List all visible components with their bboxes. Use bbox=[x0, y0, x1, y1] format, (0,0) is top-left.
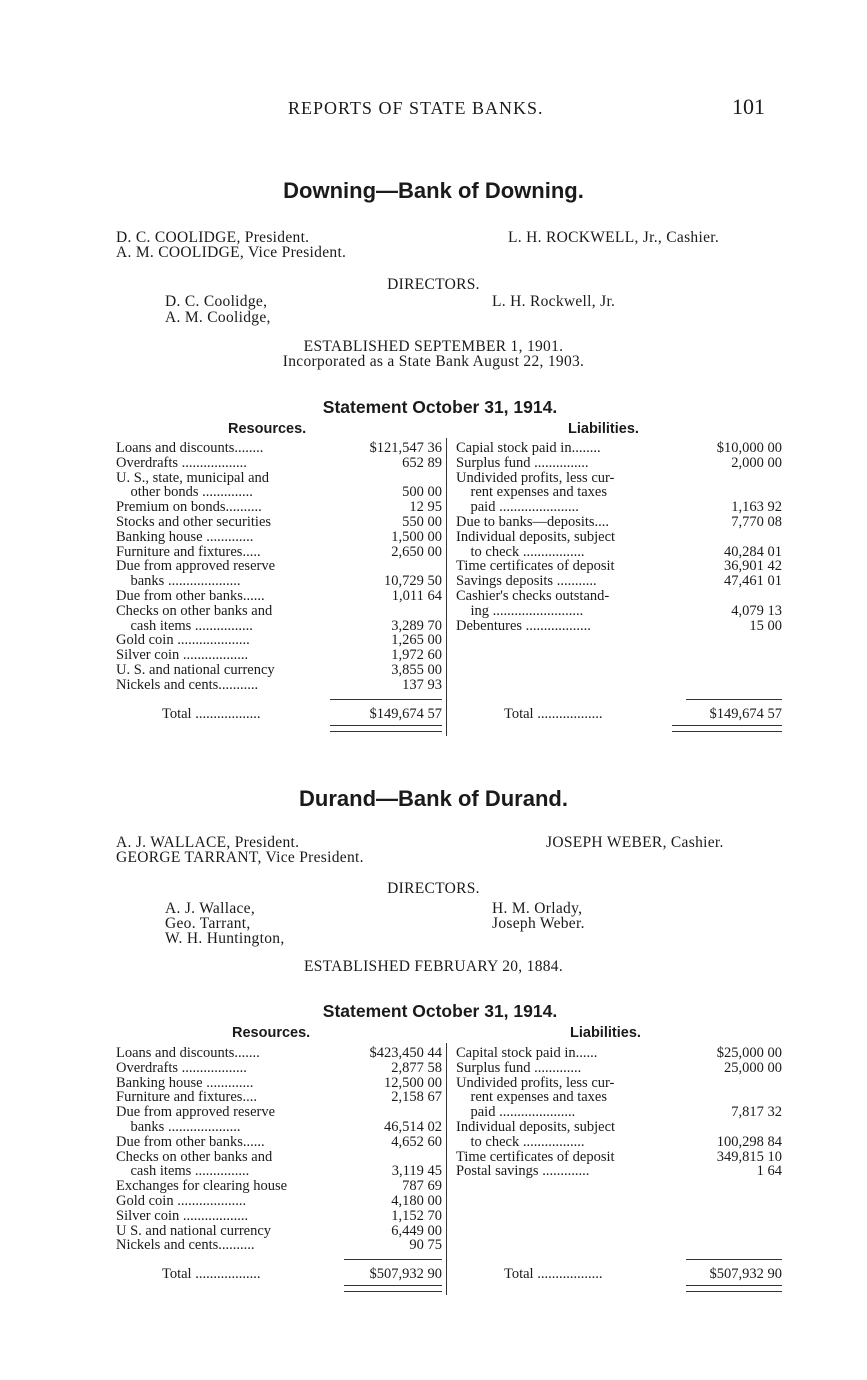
statement-row bbox=[116, 647, 442, 662]
director-name: D. C. Coolidge, bbox=[165, 293, 268, 310]
double-rule bbox=[686, 1285, 782, 1292]
total-label: Total .................. bbox=[504, 1266, 603, 1282]
total-rule bbox=[344, 1259, 442, 1260]
officer-cashier: L. H. ROCKWELL, Jr., Cashier. bbox=[508, 229, 720, 246]
directors-heading: DIRECTORS. bbox=[387, 276, 480, 293]
double-rule bbox=[672, 725, 782, 732]
directors-heading: DIRECTORS. bbox=[387, 880, 480, 897]
statement-row bbox=[116, 558, 442, 573]
row-label: Checks on other banks and bbox=[116, 602, 273, 619]
statement-row bbox=[116, 544, 442, 559]
row-label: Loans and discounts........ bbox=[116, 440, 264, 456]
statement-row bbox=[116, 514, 442, 529]
row-label: Postal savings ............. bbox=[456, 1163, 590, 1180]
row-amount: 36,901 42 bbox=[724, 558, 782, 575]
row-label: U. S. and national currency bbox=[116, 662, 275, 678]
row-label: Checks on other banks and bbox=[116, 1148, 273, 1165]
row-label: Furniture and fixtures..... bbox=[116, 543, 261, 560]
row-amount: 1,152 70 bbox=[391, 1207, 442, 1224]
row-amount: $25,000 00 bbox=[716, 1045, 782, 1061]
bank-title: Downing—Bank of Downing. bbox=[283, 178, 584, 203]
statement-row bbox=[456, 470, 782, 485]
row-label: Overdrafts .................. bbox=[116, 454, 247, 471]
row-label: Silver coin .................. bbox=[116, 1207, 249, 1224]
row-label: paid ...................... bbox=[456, 499, 579, 516]
officer-president: D. C. COOLIDGE, President. bbox=[116, 229, 310, 246]
row-label: banks .................... bbox=[116, 573, 241, 590]
statement-row bbox=[456, 440, 782, 455]
statement-row bbox=[116, 677, 442, 692]
statement-row bbox=[456, 1149, 782, 1164]
statement-row bbox=[116, 1178, 442, 1193]
statement-row bbox=[456, 558, 782, 573]
established-date: ESTABLISHED FEBRUARY 20, 1884. bbox=[303, 958, 564, 975]
row-amount: 1,500 00 bbox=[391, 528, 442, 545]
row-amount: 6,449 00 bbox=[391, 1222, 442, 1239]
statement-row bbox=[116, 1134, 442, 1149]
row-amount: 652 89 bbox=[402, 454, 442, 471]
row-amount: 1 64 bbox=[756, 1163, 782, 1180]
row-amount: 2,158 67 bbox=[391, 1089, 442, 1106]
statement-row bbox=[456, 1163, 782, 1178]
row-label: Capial stock paid in........ bbox=[456, 440, 601, 456]
officer-president: A. J. WALLACE, President. bbox=[116, 834, 300, 851]
double-rule bbox=[344, 1285, 442, 1292]
statement-row bbox=[116, 1089, 442, 1104]
total-row-resources bbox=[162, 706, 442, 721]
statement-row bbox=[456, 1134, 782, 1149]
statement-row bbox=[456, 1089, 782, 1104]
statement-row bbox=[116, 529, 442, 544]
total-label: Total .................. bbox=[162, 706, 261, 722]
row-label: U. S., state, municipal and bbox=[116, 469, 270, 486]
director-name: A. J. Wallace, bbox=[165, 900, 256, 917]
statement-row bbox=[456, 1119, 782, 1134]
total-amount: $149,674 57 bbox=[369, 706, 442, 722]
statement-row bbox=[456, 529, 782, 544]
row-label: to check ................. bbox=[456, 1133, 585, 1150]
statement-row bbox=[116, 1208, 442, 1223]
row-amount: 1,163 92 bbox=[731, 499, 782, 516]
row-label: paid ..................... bbox=[456, 1104, 576, 1121]
row-label: Due to banks—deposits.... bbox=[456, 514, 610, 530]
officer-cashier: JOSEPH WEBER, Cashier. bbox=[546, 834, 724, 851]
row-amount: 7,817 32 bbox=[731, 1104, 782, 1121]
row-label: Time certificates of deposit bbox=[456, 1148, 615, 1165]
running-head: REPORTS OF STATE BANKS. bbox=[288, 98, 544, 118]
double-rule bbox=[330, 725, 442, 732]
row-amount: 15 00 bbox=[749, 617, 782, 634]
row-label: Savings deposits ........... bbox=[456, 573, 597, 590]
row-label: Debentures .................. bbox=[456, 617, 591, 634]
director-name: Geo. Tarrant, bbox=[165, 915, 251, 932]
row-amount: 46,514 02 bbox=[384, 1119, 442, 1135]
row-label: Nickels and cents........... bbox=[116, 676, 259, 693]
row-amount: 3,289 70 bbox=[391, 617, 442, 634]
row-label: Surplus fund ............... bbox=[456, 454, 589, 471]
liabilities-heading: Liabilities. bbox=[570, 1025, 641, 1041]
statement-row bbox=[116, 1104, 442, 1119]
row-label: Due from other banks...... bbox=[116, 588, 265, 604]
statement-row bbox=[116, 484, 442, 499]
page-number: 101 bbox=[732, 94, 765, 119]
row-amount: 2,877 58 bbox=[391, 1059, 442, 1076]
row-label: Loans and discounts....... bbox=[116, 1045, 260, 1061]
row-label: Gold coin ................... bbox=[116, 1193, 247, 1209]
total-label: Total .................. bbox=[162, 1266, 261, 1282]
row-label: Banking house ............. bbox=[116, 528, 254, 545]
row-label: Premium on bonds.......... bbox=[116, 499, 262, 516]
row-label: Surplus fund ............. bbox=[456, 1059, 582, 1076]
statement-row bbox=[116, 1045, 442, 1060]
row-label: Capital stock paid in...... bbox=[456, 1045, 598, 1061]
column-divider bbox=[446, 1043, 447, 1295]
statement-row bbox=[116, 632, 442, 647]
liabilities-heading: Liabilities. bbox=[568, 421, 639, 437]
total-row-liabilities bbox=[504, 1266, 782, 1281]
row-amount: 349,815 10 bbox=[716, 1148, 782, 1165]
row-label: Cashier's checks outstand- bbox=[456, 588, 610, 604]
total-amount: $149,674 57 bbox=[709, 706, 782, 722]
row-label: other bonds .............. bbox=[116, 484, 253, 501]
row-label: cash items ............... bbox=[116, 1163, 250, 1180]
statement-row bbox=[456, 1060, 782, 1075]
statement-row bbox=[116, 1237, 442, 1252]
row-label: Overdrafts .................. bbox=[116, 1059, 247, 1076]
statement-row bbox=[456, 1075, 782, 1090]
row-label: Undivided profits, less cur- bbox=[456, 469, 615, 486]
statement-row bbox=[116, 455, 442, 470]
row-amount: 3,855 00 bbox=[391, 662, 442, 678]
established-date: ESTABLISHED SEPTEMBER 1, 1901. bbox=[303, 338, 564, 355]
row-amount: $10,000 00 bbox=[716, 440, 782, 456]
officer-vice-president: GEORGE TARRANT, Vice President. bbox=[116, 849, 364, 866]
column-divider bbox=[446, 438, 447, 736]
total-rule bbox=[330, 699, 442, 700]
total-rule bbox=[686, 699, 782, 700]
statement-row bbox=[116, 1149, 442, 1164]
row-amount: 1,265 00 bbox=[391, 632, 442, 649]
total-label: Total .................. bbox=[504, 706, 603, 722]
row-amount: 3,119 45 bbox=[391, 1163, 442, 1180]
row-amount: 25,000 00 bbox=[724, 1059, 782, 1076]
statement-title: Statement October 31, 1914. bbox=[322, 397, 558, 417]
row-amount: 47,461 01 bbox=[724, 573, 782, 590]
statement-row bbox=[456, 603, 782, 618]
statement-row bbox=[116, 618, 442, 633]
row-amount: 100,298 84 bbox=[716, 1133, 782, 1150]
row-amount: 40,284 01 bbox=[724, 543, 782, 560]
row-amount: 90 75 bbox=[409, 1237, 442, 1254]
resources-heading: Resources. bbox=[232, 1025, 311, 1041]
row-amount: 12 95 bbox=[409, 499, 442, 516]
resources-heading: Resources. bbox=[228, 421, 307, 437]
statement-row bbox=[116, 470, 442, 485]
row-amount: 4,079 13 bbox=[731, 602, 782, 619]
row-label: cash items ................ bbox=[116, 617, 253, 634]
statement-title: Statement October 31, 1914. bbox=[322, 1001, 558, 1021]
row-label: Stocks and other securities bbox=[116, 514, 272, 530]
statement-row bbox=[456, 1104, 782, 1119]
total-amount: $507,932 90 bbox=[369, 1266, 442, 1282]
row-amount: 4,652 60 bbox=[391, 1133, 442, 1150]
row-amount: 137 93 bbox=[402, 676, 442, 693]
director-name: A. M. Coolidge, bbox=[165, 309, 271, 326]
statement-row bbox=[456, 573, 782, 588]
statement-row bbox=[116, 1193, 442, 1208]
statement-row bbox=[116, 1075, 442, 1090]
statement-row bbox=[456, 588, 782, 603]
director-name: H. M. Orlady, bbox=[492, 900, 583, 917]
statement-row bbox=[456, 499, 782, 514]
row-label: banks .................... bbox=[116, 1119, 241, 1135]
row-label: Exchanges for clearing house bbox=[116, 1178, 288, 1195]
statement-row bbox=[116, 499, 442, 514]
row-amount: 1,011 64 bbox=[391, 588, 442, 604]
row-amount: 550 00 bbox=[402, 514, 442, 530]
row-amount: $423,450 44 bbox=[369, 1045, 442, 1061]
statement-row bbox=[116, 440, 442, 455]
row-label: Undivided profits, less cur- bbox=[456, 1074, 615, 1091]
row-label: Due from other banks...... bbox=[116, 1133, 265, 1150]
row-amount: 1,972 60 bbox=[391, 647, 442, 664]
row-amount: 7,770 08 bbox=[731, 514, 782, 530]
row-label: rent expenses and taxes bbox=[456, 1089, 607, 1106]
row-label: rent expenses and taxes bbox=[456, 484, 607, 501]
statement-row bbox=[456, 544, 782, 559]
statement-row bbox=[116, 1119, 442, 1134]
row-label: Nickels and cents.......... bbox=[116, 1237, 255, 1254]
statement-row bbox=[456, 1045, 782, 1060]
statement-row bbox=[456, 484, 782, 499]
row-amount: 500 00 bbox=[402, 484, 442, 501]
total-amount: $507,932 90 bbox=[709, 1266, 782, 1282]
statement-row bbox=[116, 603, 442, 618]
total-rule bbox=[686, 1259, 782, 1260]
statement-row bbox=[116, 662, 442, 677]
row-label: Gold coin .................... bbox=[116, 632, 250, 649]
incorporated-date: Incorporated as a State Bank August 22, 1903. bbox=[282, 353, 585, 370]
row-label: U S. and national currency bbox=[116, 1222, 272, 1239]
row-label: Banking house ............. bbox=[116, 1074, 254, 1091]
row-label: Individual deposits, subject bbox=[456, 1119, 616, 1135]
statement-row bbox=[116, 1163, 442, 1178]
row-label: Due from approved reserve bbox=[116, 558, 276, 575]
statement-row bbox=[456, 618, 782, 633]
row-label: Time certificates of deposit bbox=[456, 558, 615, 575]
row-label: to check ................. bbox=[456, 543, 585, 560]
page-header bbox=[0, 94, 867, 128]
director-name: L. H. Rockwell, Jr. bbox=[492, 293, 616, 310]
row-label: Due from approved reserve bbox=[116, 1104, 276, 1121]
row-amount: 2,000 00 bbox=[731, 454, 782, 471]
director-name: W. H. Huntington, bbox=[165, 930, 285, 947]
bank-title: Durand—Bank of Durand. bbox=[299, 786, 568, 811]
officer-vice-president: A. M. COOLIDGE, Vice President. bbox=[116, 244, 347, 261]
row-amount: 4,180 00 bbox=[391, 1193, 442, 1209]
statement-row bbox=[116, 1223, 442, 1238]
director-name: Joseph Weber. bbox=[492, 915, 585, 932]
row-label: Furniture and fixtures.... bbox=[116, 1089, 257, 1106]
row-label: Individual deposits, subject bbox=[456, 528, 616, 545]
statement-row bbox=[116, 573, 442, 588]
row-amount: 2,650 00 bbox=[391, 543, 442, 560]
row-amount: 787 69 bbox=[402, 1178, 442, 1195]
row-amount: 12,500 00 bbox=[384, 1074, 442, 1091]
row-label: Silver coin .................. bbox=[116, 647, 249, 664]
statement-row bbox=[116, 588, 442, 603]
total-row-resources bbox=[162, 1266, 442, 1281]
row-amount: $121,547 36 bbox=[369, 440, 442, 456]
statement-row bbox=[456, 455, 782, 470]
row-amount: 10,729 50 bbox=[384, 573, 442, 590]
statement-row bbox=[116, 1060, 442, 1075]
statement-row bbox=[456, 514, 782, 529]
row-label: ing ......................... bbox=[456, 602, 584, 619]
total-row-liabilities bbox=[504, 706, 782, 721]
